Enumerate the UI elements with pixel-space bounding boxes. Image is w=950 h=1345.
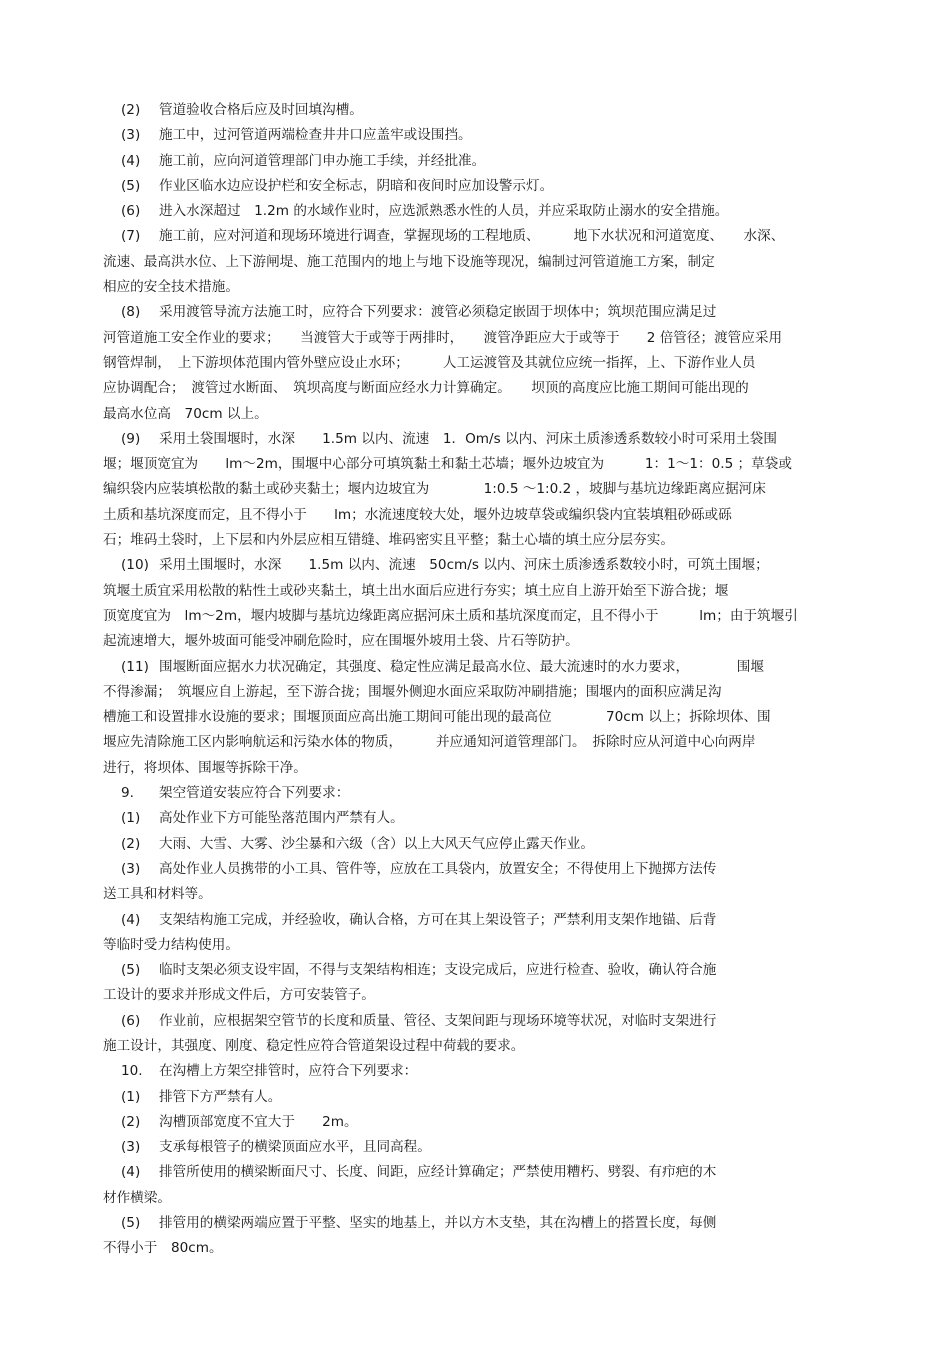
paragraph-first-line [103,655,848,680]
paragraph-line: 槽施工和设置排水设施的要求；围堰顶面应高出施工期间可能出现的最高位 70cm 以上；拆除坝体、围 [103,709,771,726]
paragraph-line: 堰；堰顶宽宜为 lm～2m，围堰中心部分可填筑黏土和黏土芯墙；堰外边坡宜为 1：1～1：0.5 ；草袋或 [103,456,792,473]
paragraph-line: 相应的安全技术措施。 [103,279,239,296]
paragraph [103,1135,848,1160]
line-text: 管道验收合格后应及时回填沟槽。 [159,102,363,118]
paragraph-first-line [103,908,848,933]
paragraph-first-line [103,1085,848,1110]
paragraph [103,149,848,174]
paragraph-line: 送工具和材料等。 [103,886,212,903]
item-marker: (9) [121,430,141,447]
line-text: 排管用的横梁两端应置于平整、坚实的地基上，并以方木支垫，其在沟槽上的搭置长度，每侧 [159,1215,717,1232]
paragraph-line: 石；堆码土袋时，上下层和内外层应相互错缝、堆码密实且平整；黏土心墙的填土应分层夯实。 [103,532,674,549]
paragraph-line: 材作横梁。 [103,1189,171,1206]
paragraph-first-line [103,1160,848,1185]
paragraph [103,958,848,1009]
item-marker: (4) [121,1164,141,1181]
line-text: 施工前，应对河道和现场环境进行调查，掌握现场的工程地质、 地下水状况和河道宽度、 水深、 [159,228,785,245]
paragraph [103,1160,848,1211]
line-text: 支承每根管子的横梁顶面应水平，且同高程。 [159,1139,431,1156]
paragraph-line: 不得渗漏； 筑堰应自上游起，至下游合拢；围堰外侧迎水面应采取防冲刷措施；围堰内的面积应满足沟 [103,683,722,700]
paragraph-first-line [103,199,848,224]
paragraph [103,300,848,426]
item-marker: (6) [121,203,141,220]
item-marker: (11) [121,658,149,675]
paragraph-line: 流速、最高洪水位、上下游闸堤、施工范围内的地上与地下设施等现况，编制过河管道施工方案，制定 [103,253,715,270]
paragraph [103,1059,848,1084]
paragraph [103,832,848,857]
paragraph-first-line [103,1211,848,1236]
paragraph-line: 编织袋内应装填松散的黏土或砂夹黏土；堰内边坡宜为 1:0.5 ～1:0.2 ，坡脚与基坑边缘距离应据河床 [103,481,766,498]
paragraph [103,98,848,123]
paragraph-first-line [103,98,848,123]
line-text: 采用土围堰时，水深 1.5m 以内、流速 50cm/s 以内、河床土质渗透系数较小时，可筑土围堰； [159,557,769,574]
item-marker: (3) [121,860,141,877]
item-marker: (10) [121,557,149,574]
paragraph [103,908,848,959]
paragraph [103,806,848,831]
paragraph-line: 施工设计，其强度、刚度、稳定性应符合管道架设过程中荷载的要求。 [103,1037,525,1054]
paragraph [103,199,848,224]
line-text: 进入水深超过 1.2m 的水域作业时，应选派熟悉水性的人员，并应采取防止溺水的安全措施。 [159,203,729,220]
paragraph-first-line [103,300,848,325]
line-text: 施工中，过河管道两端检查井井口应盖牢或设围挡。 [159,127,472,144]
paragraph-line: 等临时受力结构使用。 [103,936,239,953]
paragraph-line: 进行，将坝体、围堰等拆除干净。 [103,759,307,776]
line-text: 高处作业人员携带的小工具、管件等，应放在工具袋内，放置安全；不得使用上下抛掷方法传 [159,860,717,877]
paragraph-first-line [103,857,848,882]
paragraph [103,655,848,781]
paragraph-first-line [103,1110,848,1135]
line-text: 高处作业下方可能坠落范围内严禁有人。 [159,810,404,827]
item-marker: 9. [121,785,134,802]
item-marker: (5) [121,962,141,979]
paragraph [103,1110,848,1135]
line-text: 沟槽顶部宽度不宜大于 2m。 [159,1113,358,1130]
paragraph-first-line [103,806,848,831]
paragraph-line: 起流速增大，堰外坡面可能受冲刷危险时，应在围堰外坡用土袋、片石等防护。 [103,633,579,650]
paragraph-line: 钢管焊制， 上下游坝体范围内管外壁应设止水环； 人工运渡管及其就位应统一指挥，上、下游作业人员 [103,354,756,371]
paragraph-line: 土质和基坑深度而定，且不得小于 lm；水流速度较大处，堰外边坡草袋或编织袋内宜装填粗砂砾或砾 [103,506,732,523]
paragraph-first-line [103,174,848,199]
item-marker: 10. [121,1063,143,1080]
item-marker: (2) [121,1113,141,1130]
line-text: 架空管道安装应符合下列要求： [159,785,350,802]
line-text: 施工前，应向河道管理部门申办施工手续，并经批准。 [159,152,486,169]
line-text: 支架结构施工完成，并经验收，确认合格，方可在其上架设管子；严禁利用支架作地锚、后背 [159,911,717,928]
item-marker: (8) [121,304,141,321]
line-text: 作业前，应根据架空管节的长度和质量、管径、支架间距与现场环境等状况，对临时支架进行 [159,1012,717,1029]
paragraph-first-line [103,1009,848,1034]
paragraph-first-line [103,553,848,578]
paragraph-first-line [103,224,848,249]
item-marker: (1) [121,1088,141,1105]
item-marker: (2) [121,102,141,118]
line-text: 在沟槽上方架空排管时，应符合下列要求： [159,1063,418,1080]
paragraph [103,1085,848,1110]
item-marker: (4) [121,152,141,169]
paragraph-first-line [103,958,848,983]
paragraph-line: 顶宽度宜为 lm～2m，堰内坡脚与基坑边缘距离应据河床土质和基坑深度而定，且不得小于 lm；由于筑堰引 [103,607,798,624]
paragraph-first-line [103,149,848,174]
paragraph [103,1009,848,1060]
paragraph-line: 堰应先清除施工区内影响航运和污染水体的物质， 并应通知河道管理部门。 拆除时应从河道中心向两岸 [103,734,756,751]
paragraph [103,123,848,148]
line-text: 大雨、大雪、大雾、沙尘暴和六级（含）以上大风天气应停止露天作业。 [159,835,594,852]
paragraph-line: 筑堰土质宜采用松散的粘性土或砂夹黏土，填土出水面后应进行夯实；填土应自上游开始至下游合拢；堰 [103,582,729,599]
paragraph-line: 工设计的要求并形成文件后，方可安装管子。 [103,987,375,1004]
item-marker: (4) [121,911,141,928]
paragraph-first-line [103,427,848,452]
paragraph [103,224,848,300]
paragraph [103,553,848,654]
paragraph-line: 应协调配合； 渡管过水断面、 筑坝高度与断面应经水力计算确定。 坝顶的高度应比施工期间可能出现的 [103,380,749,397]
item-marker: (5) [121,177,141,194]
item-marker: (2) [121,835,141,852]
paragraph-line: 最高水位高 70cm 以上。 [103,405,268,422]
line-text: 排管所使用的横梁断面尺寸、长度、间距，应经计算确定；严禁使用糟朽、劈裂、有疖疤的木 [159,1164,717,1181]
item-marker: (1) [121,810,141,827]
paragraph-first-line [103,1059,848,1084]
line-text: 作业区临水边应设护栏和安全标志，阴暗和夜间时应加设警示灯。 [159,177,554,194]
line-text: 临时支架必须支设牢固，不得与支架结构相连；支设完成后，应进行检查、验收，确认符合施 [159,962,717,979]
paragraph-line: 河管道施工安全作业的要求； 当渡管大于或等于两排时， 渡管净距应大于或等于 2 倍管径；渡管应采用 [103,329,783,346]
line-text: 采用土袋围堰时，水深 1.5m 以内、流速 1．Om/s 以内、河床土质渗透系数较小时可采用土袋围 [159,430,777,447]
line-text: 围堰断面应据水力状况确定，其强度、稳定性应满足最高水位、最大流速时的水力要求， 围堰 [159,658,764,675]
item-marker: (6) [121,1012,141,1029]
item-marker: (5) [121,1215,141,1232]
paragraph-first-line [103,1135,848,1160]
line-text: 排管下方严禁有人。 [159,1088,282,1105]
paragraph [103,781,848,806]
paragraph-first-line [103,832,848,857]
paragraph-line: 不得小于 80cm。 [103,1240,223,1257]
item-marker: (3) [121,127,141,144]
paragraph-first-line [103,123,848,148]
paragraph [103,427,848,553]
paragraph-first-line [103,781,848,806]
document-page [103,98,848,1262]
item-marker: (3) [121,1139,141,1156]
paragraph [103,1211,848,1262]
item-marker: (7) [121,228,141,245]
paragraph [103,857,848,908]
line-text: 采用渡管导流方法施工时，应符合下列要求：渡管必须稳定嵌固于坝体中；筑坝范围应满足过 [159,304,717,321]
paragraph [103,174,848,199]
